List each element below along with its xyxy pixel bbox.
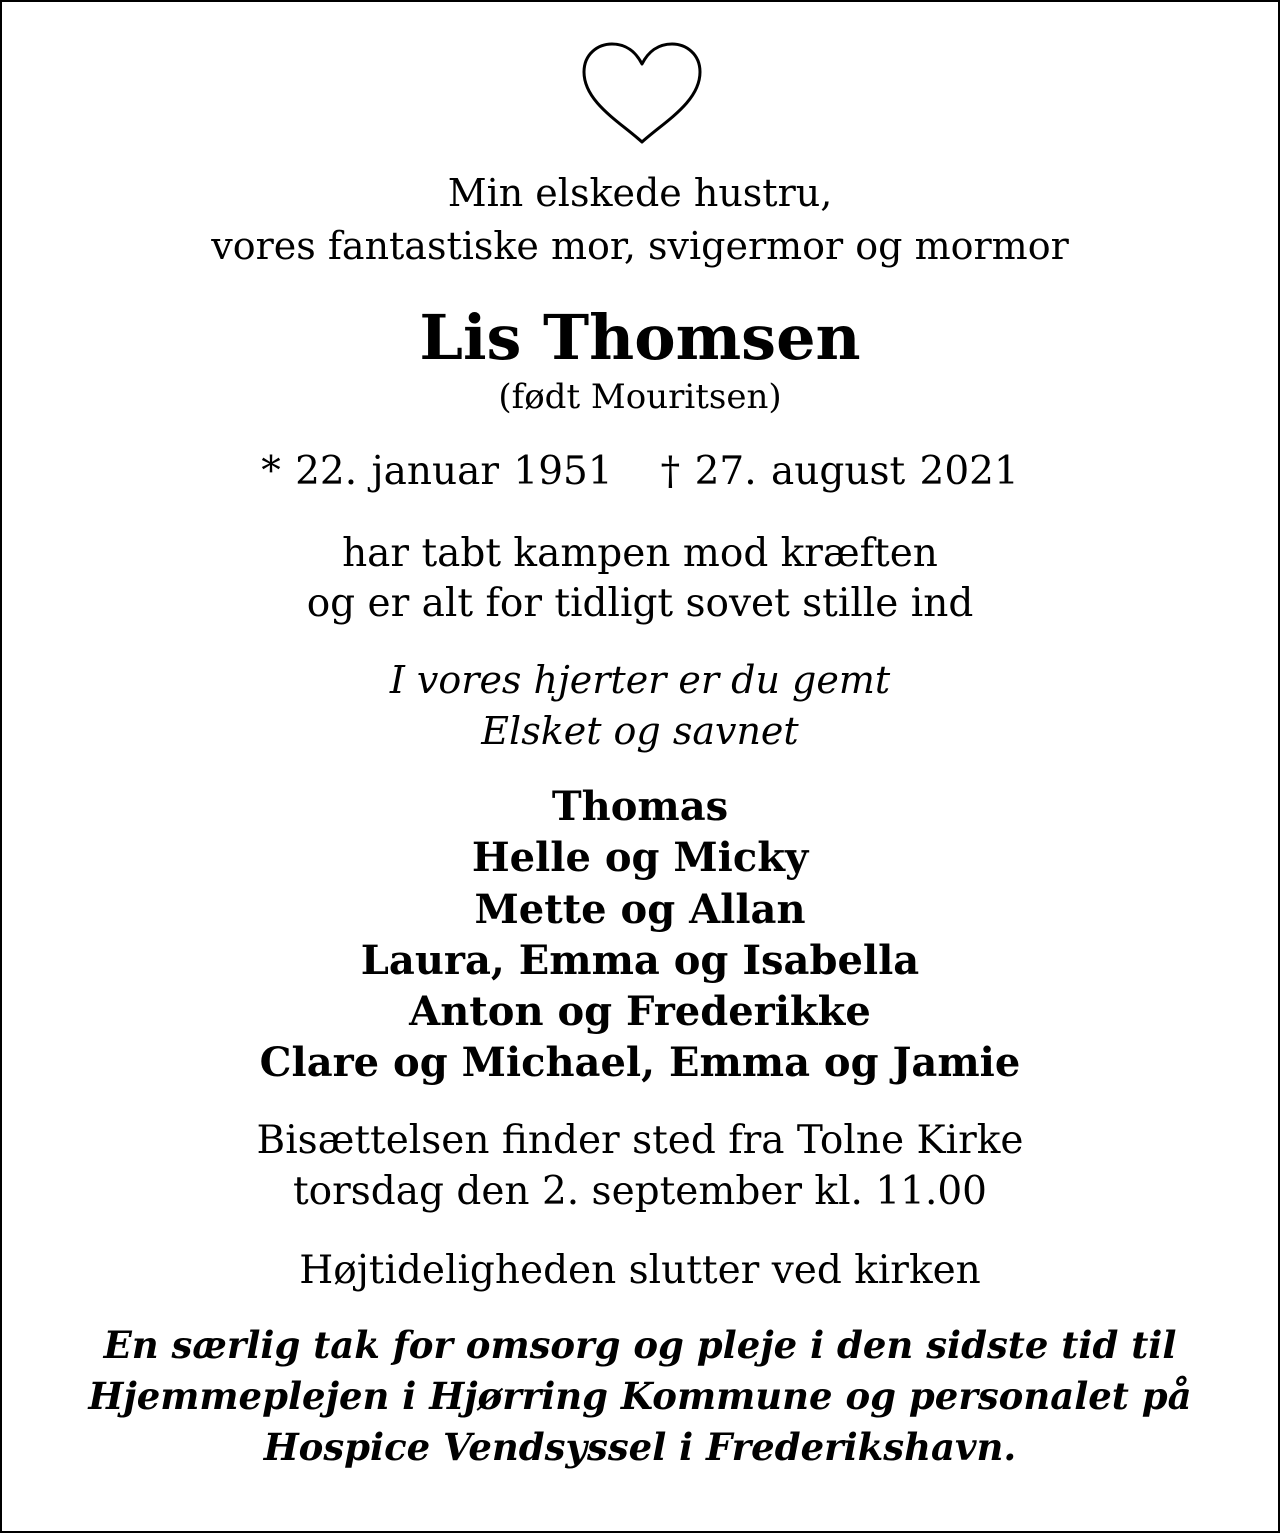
death-date: † 27. august 2021	[660, 449, 1019, 494]
thanks-line-3: Hospice Vendsyssel i Frederikshavn.	[263, 1425, 1017, 1469]
heart-icon	[580, 42, 704, 146]
birth-date: * 22. januar 1951	[261, 449, 613, 494]
service-time: torsdag den 2. september kl. 11.00	[293, 1169, 987, 1214]
family-member: Anton og Frederikke	[409, 988, 871, 1035]
family-member: Thomas	[551, 783, 729, 830]
family-member: Helle og Micky	[471, 834, 809, 881]
thanks-line-1: En særlig tak for omsorg og pleje i den sidste tid til	[103, 1323, 1177, 1367]
intro-line-2: vores fantastiske mor, svigermor og mormor	[211, 224, 1069, 268]
intro-line-1: Min elskede hustru,	[447, 171, 833, 215]
born-name: (født Mouritsen)	[498, 377, 782, 417]
message-line-1: har tabt kampen mod kræften	[342, 531, 938, 576]
service-note: Højtideligheden slutter ved kirken	[299, 1248, 981, 1293]
verse-line-1: I vores hjerter er du gemt	[389, 658, 891, 702]
family-member: Clare og Michael, Emma og Jamie	[259, 1039, 1021, 1086]
life-dates	[2, 449, 1278, 494]
verse-line-2: Elsket og savnet	[481, 709, 799, 753]
service-location: Bisættelsen finder sted fra Tolne Kirke	[256, 1118, 1024, 1163]
message-line-2: og er alt for tidligt sovet stille ind	[306, 581, 974, 626]
thanks-line-2: Hjemmeplejen i Hjørring Kommune og personalet på	[88, 1374, 1192, 1418]
deceased-name: Lis Thomsen	[419, 301, 861, 374]
family-member: Mette og Allan	[474, 886, 806, 933]
family-member: Laura, Emma og Isabella	[360, 937, 920, 984]
